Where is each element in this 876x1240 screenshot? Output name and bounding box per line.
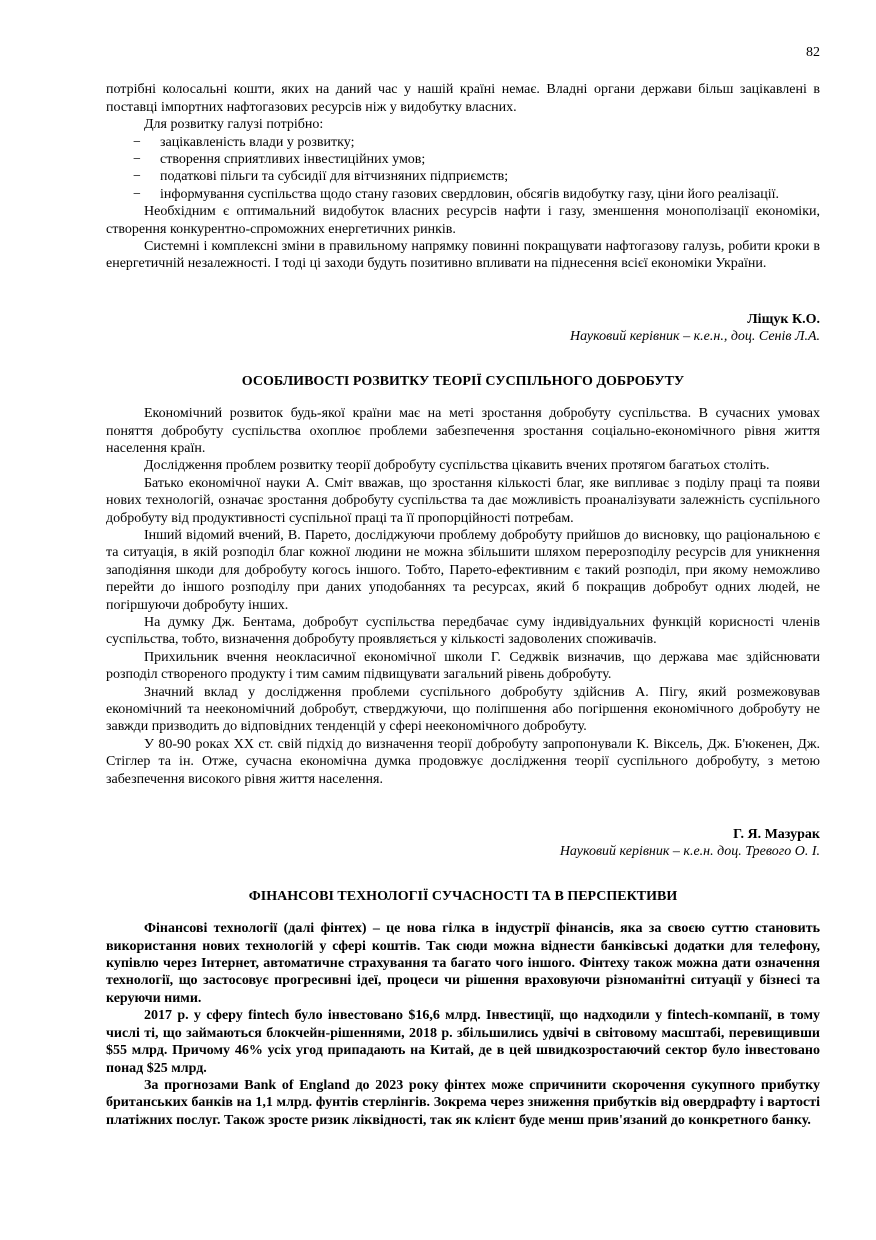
supervisor-line: Науковий керівник – к.е.н., доц. Сенів Л.А. (570, 329, 820, 345)
list-item-text: інформування суспільства щодо стану газових свердловин, обсягів видобутку газу, ціни його реалізації. (160, 186, 780, 202)
paragraph: Дослідження проблем розвитку теорії добробуту суспільства цікавить вчених протягом багатьох століть. (144, 458, 770, 474)
dash-bullet: − (133, 134, 141, 150)
bullet-list (106, 134, 820, 204)
list-item-text: створення сприятливих інвестиційних умов; (160, 152, 426, 168)
list-item-text: податкові пільги та субсидії для вітчизняних підприємств; (160, 169, 509, 185)
list-item (106, 186, 820, 203)
paragraph: За прогнозами Bank of England до 2023 року фінтех може спричинити скорочення сукупного прибутку британських банків на 1,1 млрд. фунтів стерлінгів. Зокрема через зниження прибутків від овердрафту і вартості платіжних послуг. Також зросте ризик ліквідності, так як клієнт буде менш прив'язаний до конкретного банку. (106, 1077, 820, 1128)
paragraph: На думку Дж. Бентама, добробут суспільства передбачає суму індивідуальних функцій корисності членів суспільства, тобто, визначення добробуту проявляється у кількості задоволених споживачів. (106, 614, 820, 648)
author-name: Ліщук К.О. (747, 311, 820, 327)
paragraph: Для розвитку галузі потрібно: (144, 117, 324, 133)
list-item (106, 134, 820, 151)
list-item (106, 168, 820, 185)
paragraph: потрібні колосальні кошти, яких на даний час у нашій країні немає. Владні органи держави більш зацікавлені в поставці імпортних нафтогазових ресурсів ніж у видобутку власних. (106, 82, 820, 115)
author-name: Г. Я. Мазурак (733, 827, 820, 843)
article-previous-end (106, 81, 820, 272)
paragraph: Батько економічної науки А. Сміт вважав, що зростання кількості благ, яке випливає з поділу праці та появи нових технологій, означає зростання добробуту суспільства та дає можливість проаналізувати залежність суспільного добробуту від продуктивності суспільної праці та її пропорційності потребам. (106, 475, 820, 526)
dash-bullet: − (133, 186, 141, 202)
list-item (106, 151, 820, 168)
paragraph: Фінансові технології (далі фінтех) – це нова гілка в індустрії фінансів, яка за своєю суттю становить використання нових технологій у сфері коштів. Так сюди можна віднести банківські додатки для телефону, купівлю через Інтернет, автоматичне страхування та багато чого іншого. Фінтеху також можна дати означення технології, що застосовує прогресивні ідеї, процеси чи рішення враховуючи різноманітні ситуації у бізнесі та керуючи ними. (106, 921, 820, 1006)
article-welfare-theory (106, 311, 820, 788)
page-number: 82 (806, 45, 820, 60)
paragraph: 2017 р. у сферу fintech було інвестовано $16,6 млрд. Інвестиції, що надходили у fintech-компанії, в тому числі ті, що займаються блокчейн-рішеннями, 2018 р. збільшились удвічі в світовому масштабі, перевищивши $55 млрд. Причому 46% усіх угод припадають на Китай, де в цей швидкозростаючий сектор було інвестовано понад $25 млрд. (106, 1008, 820, 1076)
paragraph: У 80-90 роках ХХ ст. свій підхід до визначення теорії добробуту запропонували К. Віксель, Дж. Б'юкенен, Дж. Стіглер та ін. Отже, сучасна економічна думка продовжує дослідження теорії суспільного добробуту, з метою забезпечення високого рівня життя населення. (106, 736, 820, 787)
dash-bullet: − (133, 169, 141, 185)
article-fintech (106, 826, 820, 1129)
paragraph: Необхідним є оптимальний видобуток власних ресурсів нафти і газу, зменшення монополізації економіки, створення конкурентно-спроможних енергетичних ринків. (106, 204, 820, 237)
paragraph: Економічний розвиток будь-якої країни має на меті зростання добробуту суспільства. В сучасних умовах поняття добробуту суспільства охоплює проблеми забезпечення зростання соціально-економічного рівня життя населення країн. (106, 406, 820, 456)
dash-bullet: − (133, 152, 141, 168)
byline (106, 311, 820, 346)
list-item-text: зацікавленість влади у розвитку; (160, 134, 355, 150)
byline (106, 826, 820, 861)
paragraph: Інший відомий вчений, В. Парето, досліджуючи проблему добробуту прийшов до висновку, що раціональною є та ситуація, в якій розподіл благ кожної людини не можна збільшити шляхом перерозподілу ресурсів для уникнення заподіяння шкоди для добробуту когось іншого. Тобто, Парето-ефективним є такий розподіл, при якому неможливо перейти до іншого розподілу при даних уподобаннях та ресурсах, який б покращив добробут одних людей, не погіршуючи добробуту інших. (106, 527, 820, 613)
article-title: ФІНАНСОВІ ТЕХНОЛОГІЇ СУЧАСНОСТІ ТА В ПЕРСПЕКТИВИ (248, 888, 678, 904)
paragraph: Значний вклад у дослідження проблеми суспільного добробуту здійснив А. Пігу, який розмежовував економічний та неекономічний добробут, стверджуючи, що поліпшення або погіршення економічного добробуту не завжди призводить до відповідних тенденцій у сфері неекономічного добробуту. (106, 684, 820, 735)
article-title: ОСОБЛИВОСТІ РОЗВИТКУ ТЕОРІЇ СУСПІЛЬНОГО ДОБРОБУТУ (241, 373, 685, 389)
paragraph: Системні і комплексні зміни в правильному напрямку повинні покращувати нафтогазову галузь, робити кроки в енергетичній незалежності. І тоді ці заходи будуть позитивно впливати на піднесення всієї економіки України. (106, 239, 820, 272)
paragraph: Прихильник вчення неокласичної економічної школи Г. Седжвік визначив, що держава має здійснювати розподіл створеного продукту і тим самим підвищувати загальний рівень добробуту. (106, 649, 820, 683)
supervisor-line: Науковий керівник – к.е.н. доц. Тревого О. І. (559, 844, 820, 860)
